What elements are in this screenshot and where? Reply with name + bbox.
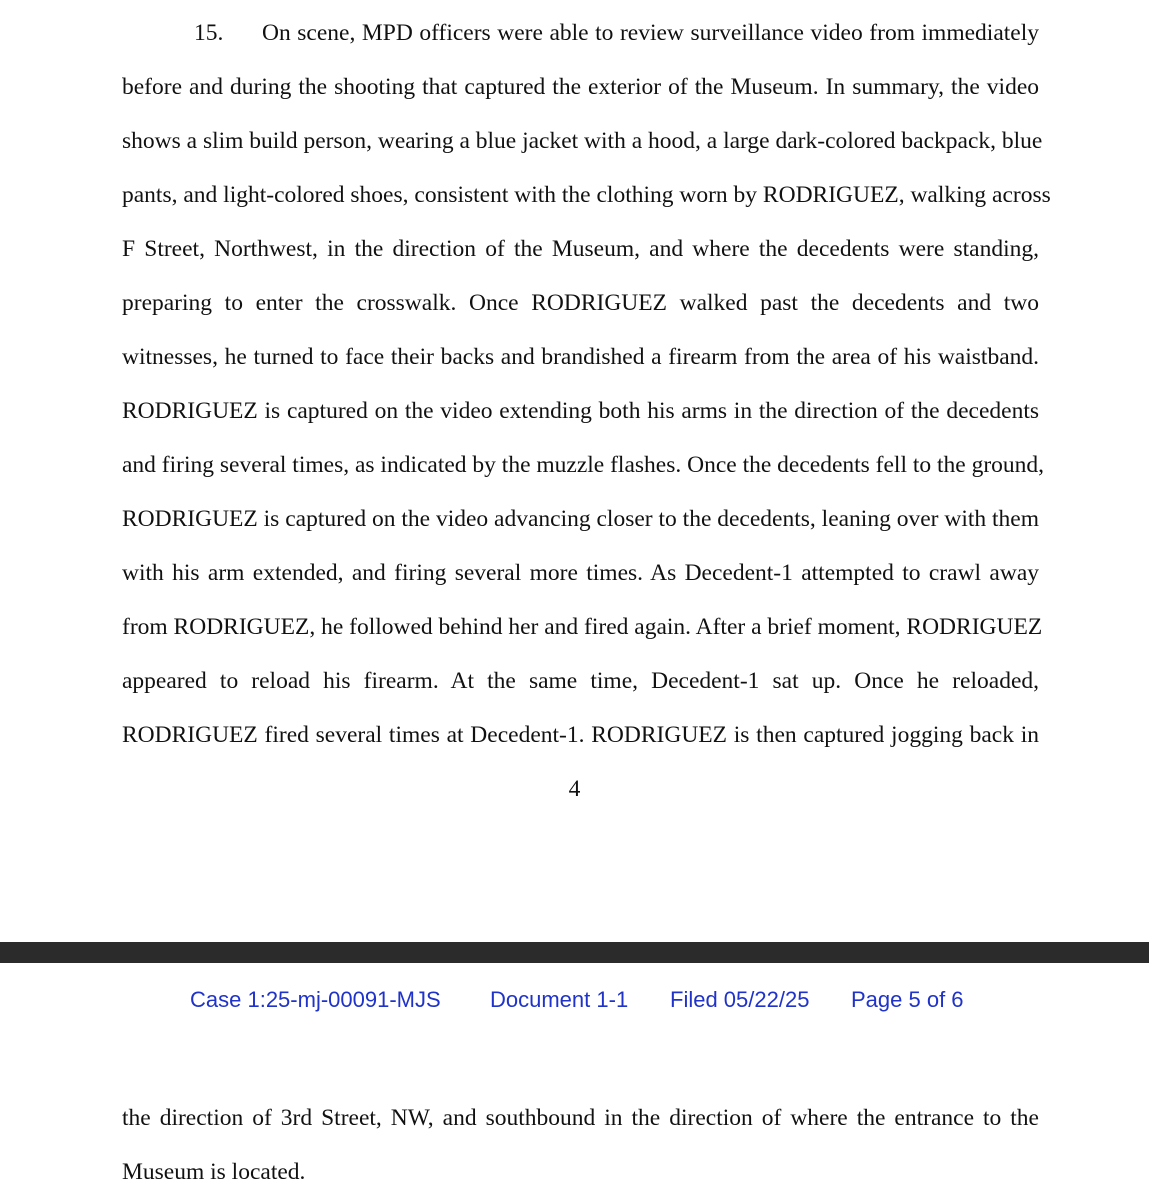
case-number: Case 1:25-mj-00091-MJS: [190, 987, 441, 1012]
paragraph-line-text: On scene, MPD officers were able to review surveillance video from immediately: [262, 20, 1039, 46]
paragraph-line: the direction of 3rd Street, NW, and southbound in the direction of where the entrance to the: [122, 1105, 1039, 1131]
page-separator: [0, 942, 1149, 963]
paragraph-line: RODRIGUEZ is captured on the video extending both his arms in the direction of the decedents: [122, 398, 1039, 424]
paragraph-line: shows a slim build person, wearing a blue jacket with a hood, a large dark-colored backpack, blue: [122, 128, 1043, 154]
paragraph-line: RODRIGUEZ fired several times at Decedent-1. RODRIGUEZ is then captured jogging back in: [122, 722, 1039, 748]
paragraph-line: F Street, Northwest, in the direction of the Museum, and where the decedents were standing,: [122, 236, 1039, 262]
filed-date: Filed 05/22/25: [670, 987, 810, 1012]
page-number: 4: [568, 776, 581, 802]
paragraph-number: 15.: [194, 20, 224, 46]
paragraph-line: Museum is located.: [122, 1159, 306, 1185]
paragraph-line: appeared to reload his firearm. At the same time, Decedent-1 sat up. Once he reloaded,: [122, 668, 1039, 694]
page-count: Page 5 of 6: [851, 987, 964, 1012]
ecf-header: [0, 983, 1149, 1017]
paragraph-line: pants, and light-colored shoes, consistent with the clothing worn by RODRIGUEZ, walking across: [122, 182, 1051, 208]
paragraph-line: before and during the shooting that captured the exterior of the Museum. In summary, the video: [122, 74, 1039, 100]
document-number: Document 1-1: [490, 987, 629, 1012]
paragraph-line: [122, 18, 1039, 48]
paragraph-line: with his arm extended, and firing several more times. As Decedent-1 attempted to crawl away: [122, 560, 1039, 586]
paragraph-line: witnesses, he turned to face their backs and brandished a firearm from the area of his waistband.: [122, 344, 1039, 370]
paragraph-line: RODRIGUEZ is captured on the video advancing closer to the decedents, leaning over with them: [122, 506, 1039, 532]
paragraph-line: preparing to enter the crosswalk. Once RODRIGUEZ walked past the decedents and two: [122, 290, 1039, 316]
paragraph-line: and firing several times, as indicated by the muzzle flashes. Once the decedents fell to the ground,: [122, 452, 1045, 478]
paragraph-line: from RODRIGUEZ, he followed behind her and fired again. After a brief moment, RODRIGUEZ: [122, 614, 1043, 640]
